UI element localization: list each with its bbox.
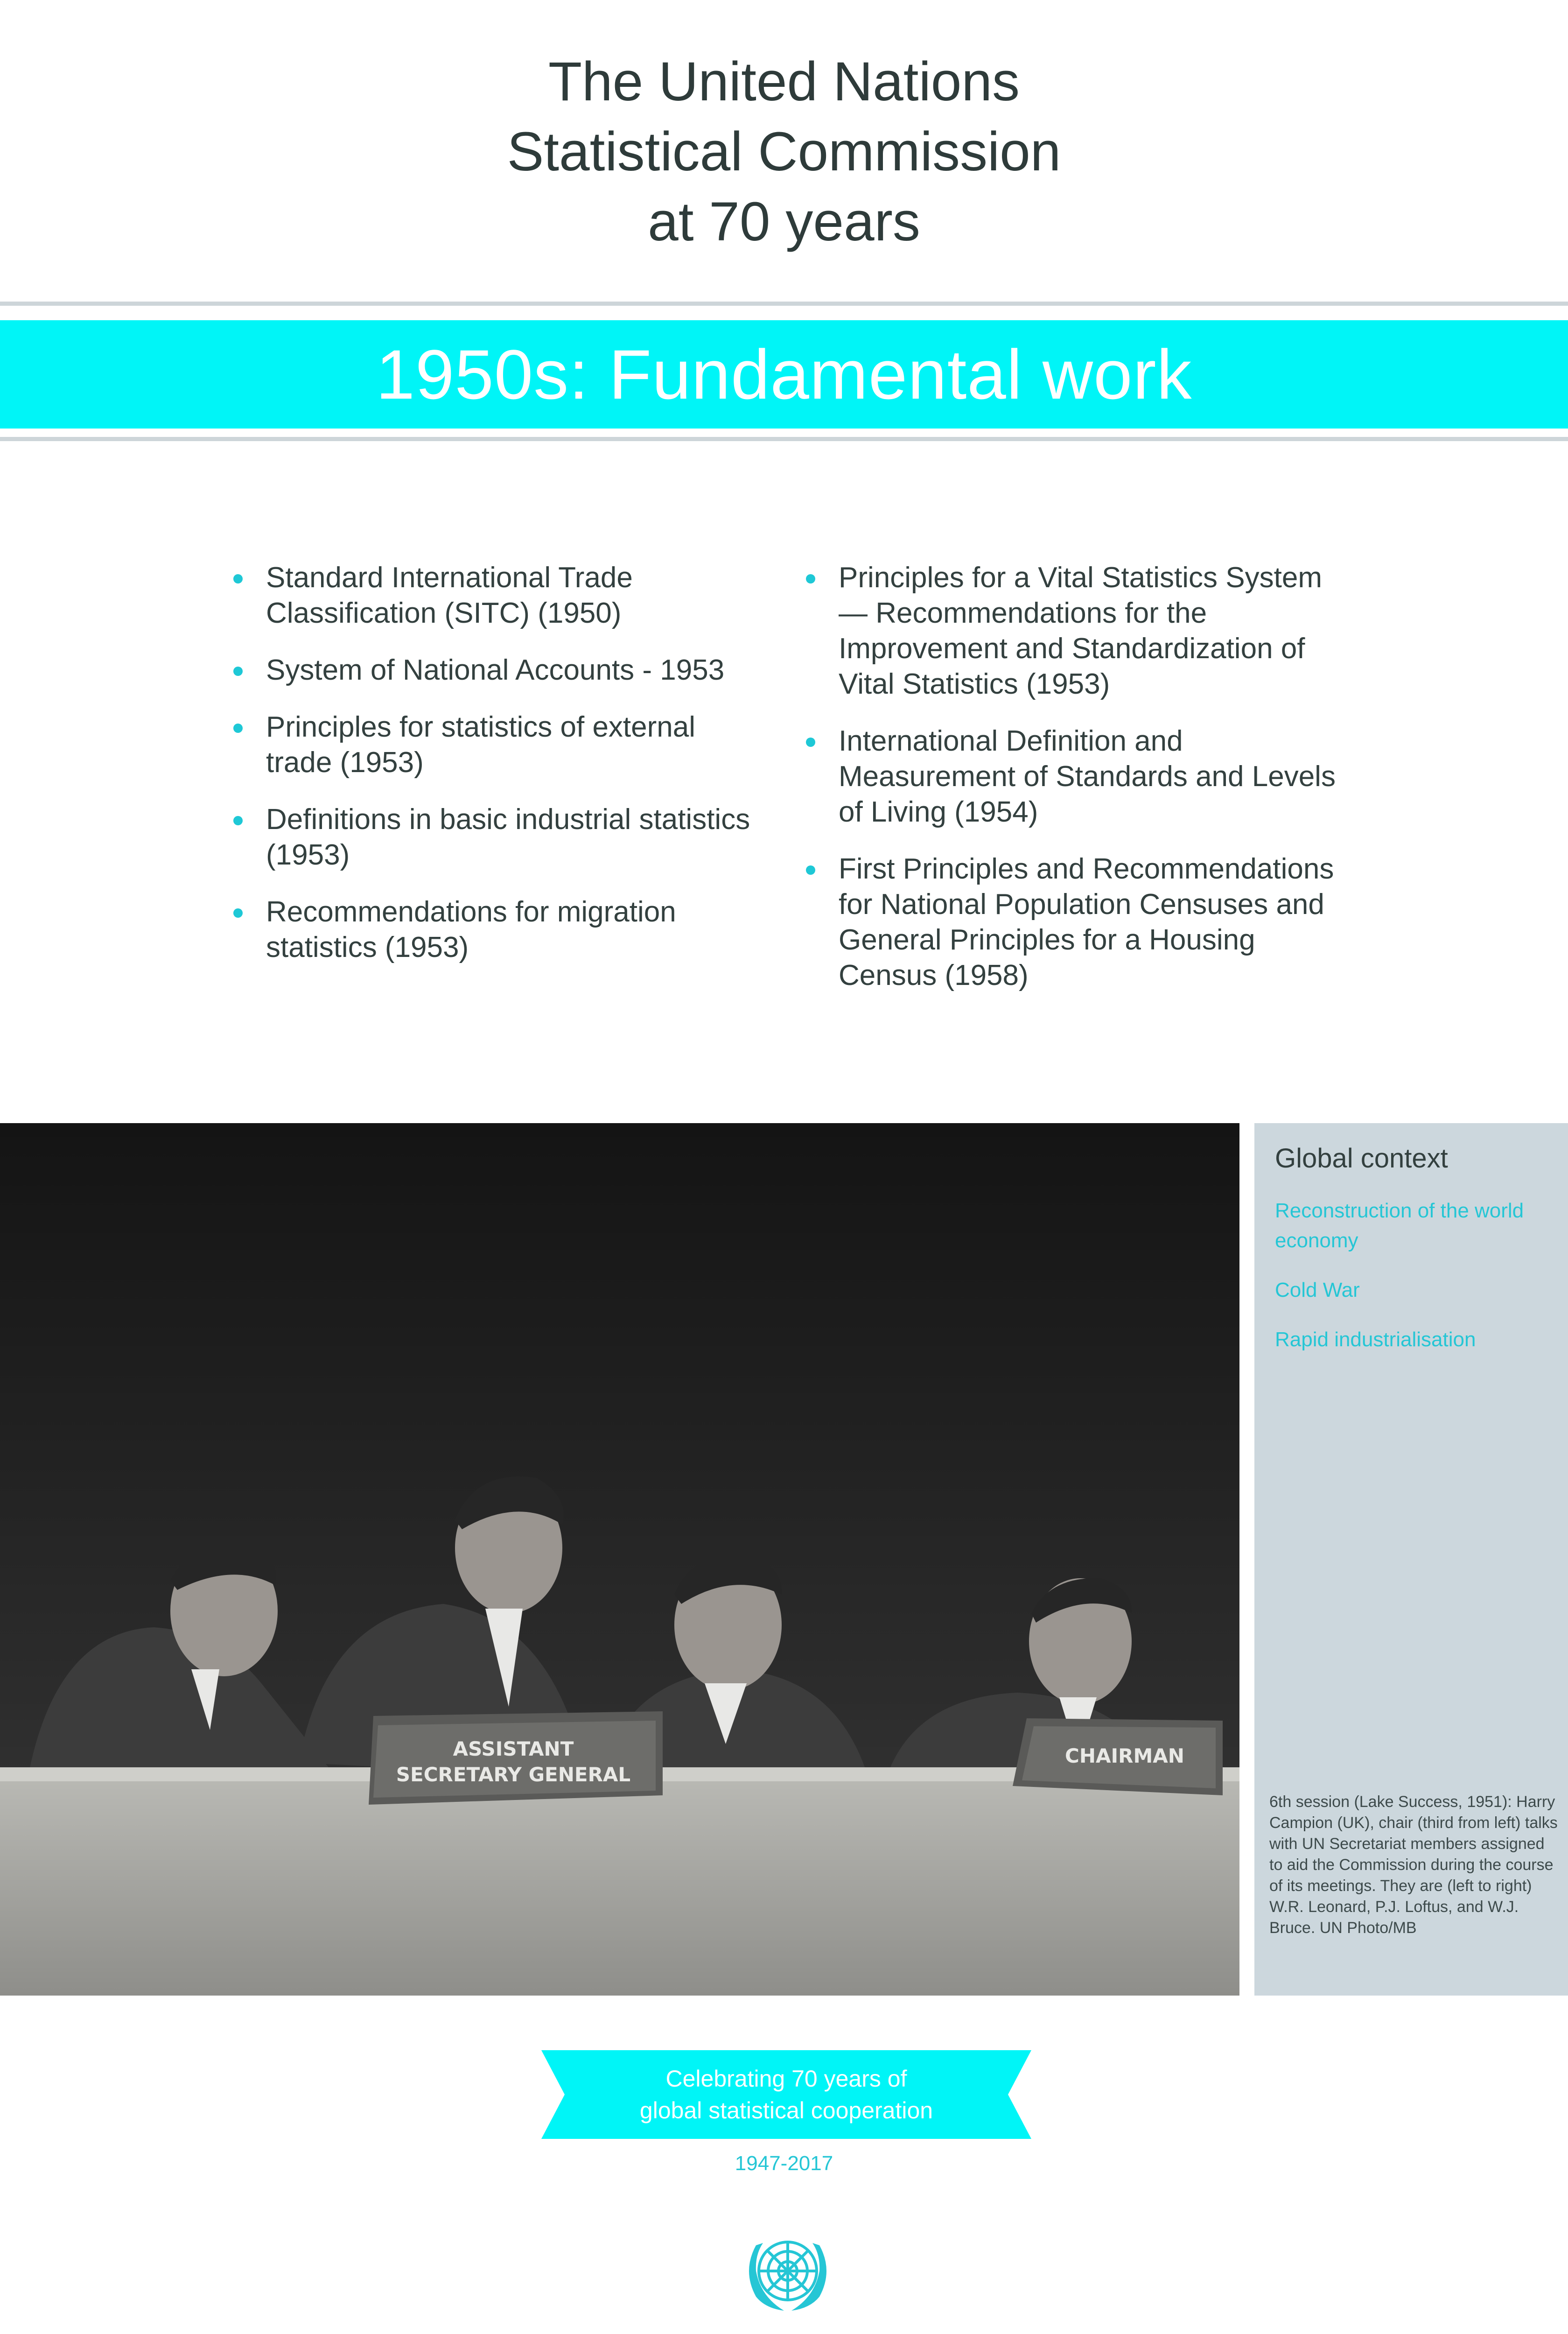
list-item: International Definition and Measurement of Standards and Levels of Living (1954) xyxy=(806,724,1357,830)
list-item: Standard International Trade Classification (SITC) (1950) xyxy=(233,560,756,631)
title-line-2: Statistical Commission xyxy=(507,121,1061,183)
year-range: 1947-2017 xyxy=(735,2152,833,2175)
right-list xyxy=(806,560,1357,993)
decade-banner xyxy=(0,320,1568,429)
bullet-dot-icon xyxy=(233,908,243,918)
list-item: Principles for a Vital Statistics System — Recommendations for the Improvement and Standardization of Vital Statistics (1953) xyxy=(806,560,1357,702)
context-item: Rapid industrialisation xyxy=(1275,1328,1476,1351)
list-item: Definitions in basic industrial statistics (1953) xyxy=(233,802,756,873)
photo-illustration xyxy=(0,1123,1239,1996)
celebration-ribbon xyxy=(541,2050,1031,2139)
left-list-column xyxy=(233,560,756,987)
banner-title: 1950s: Fundamental work xyxy=(376,335,1192,414)
title-line-1: The United Nations xyxy=(548,51,1020,112)
bullet-dot-icon xyxy=(806,865,815,875)
bullet-dot-icon xyxy=(806,738,815,747)
right-list-column xyxy=(806,560,1357,1015)
divider-rule-bottom xyxy=(0,437,1568,441)
un-emblem-icon xyxy=(737,2227,838,2315)
list-item: First Principles and Recommendations for National Population Censuses and General Principles for a Housing Census (1958) xyxy=(806,851,1357,993)
bullet-dot-icon xyxy=(806,574,815,584)
sign-left-line-1: ASSISTANT xyxy=(453,1737,574,1760)
bullet-dot-icon xyxy=(233,574,243,584)
sign-right: CHAIRMAN xyxy=(1065,1744,1184,1767)
left-list xyxy=(233,560,756,965)
list-item: Principles for statistics of external trade (1953) xyxy=(233,710,756,780)
ribbon-line-2: global statistical cooperation xyxy=(639,2097,933,2123)
photo-divider xyxy=(1239,1123,1254,1996)
ribbon-line-1: Celebrating 70 years of xyxy=(665,2066,907,2092)
photo-caption: 6th session (Lake Success, 1951): Harry Campion (UK), chair (third from left) talks with UN Secretariat members assigned to aid the Commission during the course of its meetings. They are (left to right) W.R. Leonard, P.J. Loftus, and W.J. Bruce. UN Photo/MB xyxy=(1269,1793,1558,1937)
bullet-dot-icon xyxy=(233,816,243,825)
title-line-3: at 70 years xyxy=(648,191,920,253)
context-item: Reconstruction of the world economy xyxy=(1275,1199,1524,1252)
ribbon-text xyxy=(541,2050,1031,2139)
divider-rule-top xyxy=(0,302,1568,306)
context-item: Cold War xyxy=(1275,1279,1360,1301)
bullet-dot-icon xyxy=(233,724,243,733)
global-context-panel xyxy=(1254,1123,1568,1996)
historic-photo xyxy=(0,1123,1239,1996)
list-item: Recommendations for migration statistics (1953) xyxy=(233,894,756,965)
bullet-dot-icon xyxy=(233,667,243,676)
sign-left-line-2: SECRETARY GENERAL xyxy=(396,1763,631,1786)
global-context-title: Global context xyxy=(1275,1143,1448,1174)
list-item: System of National Accounts - 1953 xyxy=(233,653,756,688)
page-title xyxy=(0,47,1568,257)
global-context-list xyxy=(1275,1196,1555,1374)
